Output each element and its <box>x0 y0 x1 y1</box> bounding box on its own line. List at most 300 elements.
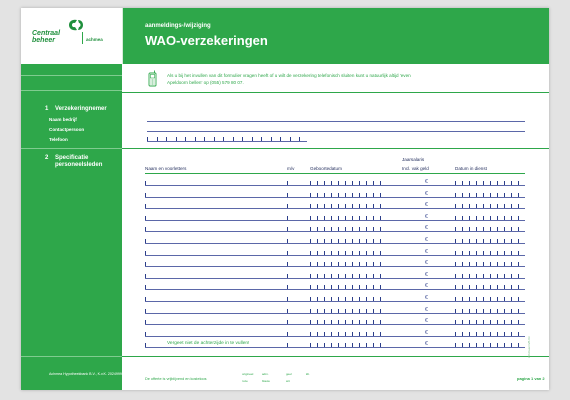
row-input-line[interactable] <box>145 289 525 290</box>
row-field-tick <box>338 251 339 255</box>
row-field-tick <box>504 262 505 266</box>
row-field-tick <box>310 274 311 278</box>
euro-sign: € <box>425 306 428 313</box>
row-field-tick <box>490 251 491 255</box>
row-field-tick <box>287 181 288 185</box>
row-field-tick <box>345 285 346 289</box>
row-field-tick <box>469 239 470 243</box>
row-field-tick <box>331 204 332 208</box>
phone-digit-tick <box>185 137 186 141</box>
row-field-tick <box>497 204 498 208</box>
row-field-tick <box>345 320 346 324</box>
row-field-tick <box>331 251 332 255</box>
footer-company: Achmea Hypotheekbank B.V., K.v.K. 2024999 <box>49 372 122 376</box>
centraal-beheer-logo-icon <box>68 19 84 31</box>
row-field-tick <box>338 320 339 324</box>
document-title: WAO-verzekeringen <box>145 33 268 48</box>
row-field-tick <box>518 227 519 231</box>
row-field-tick <box>352 297 353 301</box>
row-field-tick <box>476 285 477 289</box>
row-field-tick <box>469 251 470 255</box>
row-field-tick <box>469 309 470 313</box>
row-input-line[interactable] <box>145 347 525 348</box>
row-field-tick <box>497 239 498 243</box>
row-field-tick <box>511 181 512 185</box>
row-input-line[interactable] <box>145 220 525 221</box>
row-field-tick <box>476 297 477 301</box>
row-field-tick <box>338 343 339 347</box>
row-field-tick <box>490 285 491 289</box>
euro-sign: € <box>425 213 428 220</box>
row-field-tick <box>476 227 477 231</box>
row-field-tick <box>518 320 519 324</box>
row-field-tick <box>317 297 318 301</box>
row-field-tick <box>504 332 505 336</box>
row-field-tick <box>338 227 339 231</box>
row-field-tick <box>310 297 311 301</box>
footer-offer-text: De offerte is vrijblijvend en kosteloos <box>145 377 207 381</box>
row-field-tick <box>366 181 367 185</box>
row-field-tick <box>373 297 374 301</box>
row-field-tick <box>352 262 353 266</box>
row-field-tick <box>476 332 477 336</box>
document-subtitle: aanmeldings-/wijziging <box>145 23 211 29</box>
row-field-tick <box>373 193 374 197</box>
row-field-tick <box>518 216 519 220</box>
euro-sign: € <box>425 237 428 243</box>
row-field-tick <box>359 216 360 220</box>
row-field-tick <box>287 274 288 278</box>
row-field-tick <box>380 193 381 197</box>
phone-digit-tick <box>204 137 205 141</box>
row-field-tick <box>324 262 325 266</box>
row-field-tick <box>455 262 456 266</box>
section-1-title: Verzekeringnemer <box>55 106 107 112</box>
phone-digit-tick <box>147 137 148 141</box>
phone-digit-tick <box>223 137 224 141</box>
row-field-tick <box>462 297 463 301</box>
row-field-tick <box>455 204 456 208</box>
euro-sign: € <box>425 225 428 232</box>
company-name-input-line[interactable] <box>147 121 525 122</box>
row-input-line[interactable] <box>145 231 525 232</box>
row-field-tick <box>462 251 463 255</box>
row-field-tick <box>331 332 332 336</box>
row-field-tick <box>462 193 463 197</box>
row-field-tick <box>518 343 519 347</box>
row-field-tick <box>497 343 498 347</box>
row-field-tick <box>504 343 505 347</box>
row-field-tick <box>373 216 374 220</box>
row-field-tick <box>518 274 519 278</box>
row-field-tick <box>352 216 353 220</box>
row-field-tick <box>331 309 332 313</box>
row-field-tick <box>352 285 353 289</box>
phone-digit-tick <box>176 137 177 141</box>
row-field-tick <box>345 251 346 255</box>
row-field-tick <box>462 216 463 220</box>
row-field-tick <box>490 332 491 336</box>
row-field-tick <box>511 262 512 266</box>
row-field-tick <box>497 262 498 266</box>
row-field-tick <box>359 332 360 336</box>
row-field-tick <box>324 204 325 208</box>
row-field-tick <box>455 251 456 255</box>
phone-digit-tick <box>252 137 253 141</box>
row-field-tick <box>331 216 332 220</box>
row-field-tick <box>469 193 470 197</box>
row-field-tick <box>317 227 318 231</box>
row-field-tick <box>287 239 288 243</box>
row-field-tick <box>345 297 346 301</box>
row-field-tick <box>483 343 484 347</box>
row-field-tick <box>145 204 146 208</box>
row-field-tick <box>469 274 470 278</box>
copy-code-blauw: blauw <box>262 379 270 383</box>
row-field-tick <box>366 274 367 278</box>
row-input-line[interactable] <box>145 324 525 325</box>
row-field-tick <box>359 227 360 231</box>
row-field-tick <box>324 193 325 197</box>
row-field-tick <box>310 285 311 289</box>
row-field-tick <box>455 320 456 324</box>
row-field-tick <box>345 204 346 208</box>
row-field-tick <box>317 181 318 185</box>
row-field-tick <box>490 193 491 197</box>
row-field-tick <box>373 320 374 324</box>
col-header-birthdate: Geboortedatum <box>310 166 342 171</box>
row-input-line[interactable] <box>145 266 525 267</box>
row-field-tick <box>352 309 353 313</box>
row-field-tick <box>455 274 456 278</box>
row-field-tick <box>345 181 346 185</box>
row-field-tick <box>504 274 505 278</box>
row-field-tick <box>310 239 311 243</box>
row-field-tick <box>497 251 498 255</box>
row-input-line[interactable] <box>145 185 525 186</box>
row-field-tick <box>511 297 512 301</box>
row-field-tick <box>145 216 146 220</box>
row-field-tick <box>317 251 318 255</box>
row-field-tick <box>287 297 288 301</box>
row-field-tick <box>324 251 325 255</box>
form-sheet <box>21 8 549 390</box>
row-field-tick <box>145 320 146 324</box>
row-field-tick <box>287 216 288 220</box>
row-input-line[interactable] <box>145 243 525 244</box>
row-field-tick <box>483 227 484 231</box>
row-field-tick <box>483 262 484 266</box>
row-field-tick <box>469 320 470 324</box>
row-field-tick <box>462 262 463 266</box>
row-field-tick <box>476 320 477 324</box>
row-input-line[interactable] <box>145 278 525 279</box>
row-field-tick <box>490 343 491 347</box>
row-field-tick <box>338 204 339 208</box>
row-field-tick <box>345 274 346 278</box>
row-field-tick <box>145 332 146 336</box>
row-field-tick <box>518 285 519 289</box>
row-field-tick <box>469 262 470 266</box>
row-field-tick <box>511 320 512 324</box>
row-field-tick <box>310 181 311 185</box>
page-indicator: pagina 1 van 2 <box>517 376 545 381</box>
row-field-tick <box>490 297 491 301</box>
row-field-tick <box>483 285 484 289</box>
row-field-tick <box>483 332 484 336</box>
row-field-tick <box>490 320 491 324</box>
row-field-tick <box>366 309 367 313</box>
row-field-tick <box>352 343 353 347</box>
row-field-tick <box>483 204 484 208</box>
row-field-tick <box>317 274 318 278</box>
row-field-tick <box>324 320 325 324</box>
row-field-tick <box>373 251 374 255</box>
row-field-tick <box>483 193 484 197</box>
row-field-tick <box>497 320 498 324</box>
section-2-top-rule <box>122 148 549 149</box>
row-field-tick <box>352 320 353 324</box>
row-field-tick <box>511 204 512 208</box>
row-field-tick <box>380 239 381 243</box>
row-field-tick <box>338 274 339 278</box>
col-header-gender: m/v <box>287 166 295 171</box>
row-field-tick <box>373 262 374 266</box>
row-field-tick <box>331 274 332 278</box>
row-field-tick <box>331 297 332 301</box>
row-field-tick <box>504 251 505 255</box>
logo-wordmark: Centraal beheer <box>32 30 61 44</box>
row-field-tick <box>504 285 505 289</box>
row-field-tick <box>310 309 311 313</box>
row-field-tick <box>511 343 512 347</box>
row-field-tick <box>338 262 339 266</box>
euro-sign: € <box>425 318 428 325</box>
row-field-tick <box>504 320 505 324</box>
row-field-tick <box>497 332 498 336</box>
logo-separator <box>82 32 83 44</box>
row-field-tick <box>462 274 463 278</box>
row-input-line[interactable] <box>145 313 525 314</box>
euro-sign: € <box>425 329 428 336</box>
row-field-tick <box>359 320 360 324</box>
row-field-tick <box>331 227 332 231</box>
row-field-tick <box>504 297 505 301</box>
row-field-tick <box>504 239 505 243</box>
row-field-tick <box>490 274 491 278</box>
row-field-tick <box>317 204 318 208</box>
row-field-tick <box>483 309 484 313</box>
row-field-tick <box>469 227 470 231</box>
row-field-tick <box>511 332 512 336</box>
row-field-tick <box>483 239 484 243</box>
row-input-line[interactable] <box>145 255 525 256</box>
row-field-tick <box>497 181 498 185</box>
row-field-tick <box>462 227 463 231</box>
row-field-tick <box>145 343 146 347</box>
phone-digit-tick <box>242 137 243 141</box>
row-field-tick <box>317 239 318 243</box>
row-field-tick <box>469 181 470 185</box>
row-field-tick <box>373 285 374 289</box>
row-field-tick <box>518 297 519 301</box>
row-field-tick <box>338 216 339 220</box>
row-field-tick <box>511 251 512 255</box>
row-field-tick <box>380 262 381 266</box>
row-field-tick <box>476 343 477 347</box>
row-field-tick <box>476 251 477 255</box>
row-input-line[interactable] <box>145 208 525 209</box>
row-field-tick <box>511 216 512 220</box>
row-field-tick <box>145 251 146 255</box>
row-field-tick <box>455 181 456 185</box>
row-field-tick <box>331 285 332 289</box>
row-field-tick <box>469 332 470 336</box>
row-field-tick <box>511 239 512 243</box>
row-field-tick <box>366 285 367 289</box>
phone-input-line[interactable] <box>147 141 307 142</box>
row-field-tick <box>310 332 311 336</box>
row-field-tick <box>483 297 484 301</box>
copy-code-adm: adm. <box>262 372 269 376</box>
row-field-tick <box>352 181 353 185</box>
row-field-tick <box>455 285 456 289</box>
row-field-tick <box>287 251 288 255</box>
row-field-tick <box>310 251 311 255</box>
row-field-tick <box>317 262 318 266</box>
row-field-tick <box>310 227 311 231</box>
row-field-tick <box>145 297 146 301</box>
row-field-tick <box>518 332 519 336</box>
row-field-tick <box>352 274 353 278</box>
row-field-tick <box>380 332 381 336</box>
row-field-tick <box>338 239 339 243</box>
row-field-tick <box>511 309 512 313</box>
row-field-tick <box>511 227 512 231</box>
row-field-tick <box>145 227 146 231</box>
section-1-top-rule <box>122 92 549 93</box>
row-field-tick <box>145 239 146 243</box>
row-field-tick <box>455 239 456 243</box>
row-field-tick <box>287 309 288 313</box>
field-label-phone: Telefoon <box>49 137 68 142</box>
row-field-tick <box>497 285 498 289</box>
row-field-tick <box>476 239 477 243</box>
row-input-line[interactable] <box>145 336 525 337</box>
row-field-tick <box>310 216 311 220</box>
table-header-rule <box>145 173 525 174</box>
row-input-line[interactable] <box>145 197 525 198</box>
field-label-contact: Contactpersoon <box>49 127 85 132</box>
copy-code-origineel: origineel <box>242 372 254 376</box>
row-field-tick <box>380 320 381 324</box>
row-field-tick <box>518 181 519 185</box>
row-field-tick <box>287 227 288 231</box>
row-field-tick <box>462 181 463 185</box>
row-field-tick <box>366 297 367 301</box>
row-field-tick <box>373 274 374 278</box>
row-field-tick <box>359 309 360 313</box>
phone-digit-tick <box>290 137 291 141</box>
row-field-tick <box>359 343 360 347</box>
contact-person-input-line[interactable] <box>147 131 525 132</box>
row-field-tick <box>455 297 456 301</box>
row-field-tick <box>380 297 381 301</box>
row-field-tick <box>345 343 346 347</box>
sidebar-divider <box>21 75 122 76</box>
footer-rule <box>122 356 549 357</box>
row-field-tick <box>455 332 456 336</box>
row-field-tick <box>490 227 491 231</box>
row-field-tick <box>324 332 325 336</box>
help-notice: Als u bij het invullen van dit formulier vragen heeft of u wilt de verzekering telefonisch sluiten kunt u natuurlijk altijd 'even Apeldoorn bellen' op (055) 579 80 07. <box>167 73 411 85</box>
row-field-tick <box>497 297 498 301</box>
row-field-tick <box>324 297 325 301</box>
sidebar-divider <box>21 148 122 149</box>
row-field-tick <box>366 251 367 255</box>
row-field-tick <box>504 309 505 313</box>
row-field-tick <box>380 216 381 220</box>
row-field-tick <box>352 332 353 336</box>
field-label-company: Naam bedrijf <box>49 117 77 122</box>
row-field-tick <box>359 285 360 289</box>
euro-sign: € <box>425 341 428 348</box>
row-field-tick <box>366 239 367 243</box>
row-field-tick <box>366 227 367 231</box>
copy-code-geel: geel <box>286 372 292 376</box>
mobile-phone-icon <box>148 70 157 87</box>
section-2-number: 2 <box>45 155 49 161</box>
phone-digit-tick <box>195 137 196 141</box>
row-input-line[interactable] <box>145 301 525 302</box>
row-field-tick <box>490 262 491 266</box>
copy-code-roze: roze <box>242 379 248 383</box>
row-field-tick <box>359 181 360 185</box>
row-field-tick <box>476 309 477 313</box>
row-field-tick <box>483 181 484 185</box>
col-header-salary-top: Jaarsalaris <box>402 157 425 162</box>
row-field-tick <box>455 193 456 197</box>
sidebar-divider <box>21 356 122 357</box>
row-field-tick <box>345 309 346 313</box>
row-field-tick <box>504 204 505 208</box>
row-field-tick <box>359 297 360 301</box>
row-field-tick <box>497 216 498 220</box>
row-field-tick <box>373 332 374 336</box>
section-1-number: 1 <box>45 106 49 112</box>
row-field-tick <box>310 193 311 197</box>
row-field-tick <box>469 285 470 289</box>
row-field-tick <box>317 343 318 347</box>
row-field-tick <box>462 343 463 347</box>
phone-digit-tick <box>233 137 234 141</box>
row-field-tick <box>504 181 505 185</box>
row-field-tick <box>345 193 346 197</box>
row-field-tick <box>324 274 325 278</box>
row-field-tick <box>476 204 477 208</box>
copy-code-wit: wit <box>286 379 290 383</box>
row-field-tick <box>317 332 318 336</box>
row-field-tick <box>366 193 367 197</box>
row-field-tick <box>373 309 374 313</box>
row-field-tick <box>324 216 325 220</box>
row-field-tick <box>287 285 288 289</box>
row-field-tick <box>366 343 367 347</box>
row-field-tick <box>359 262 360 266</box>
row-field-tick <box>490 309 491 313</box>
row-field-tick <box>469 343 470 347</box>
row-field-tick <box>145 181 146 185</box>
